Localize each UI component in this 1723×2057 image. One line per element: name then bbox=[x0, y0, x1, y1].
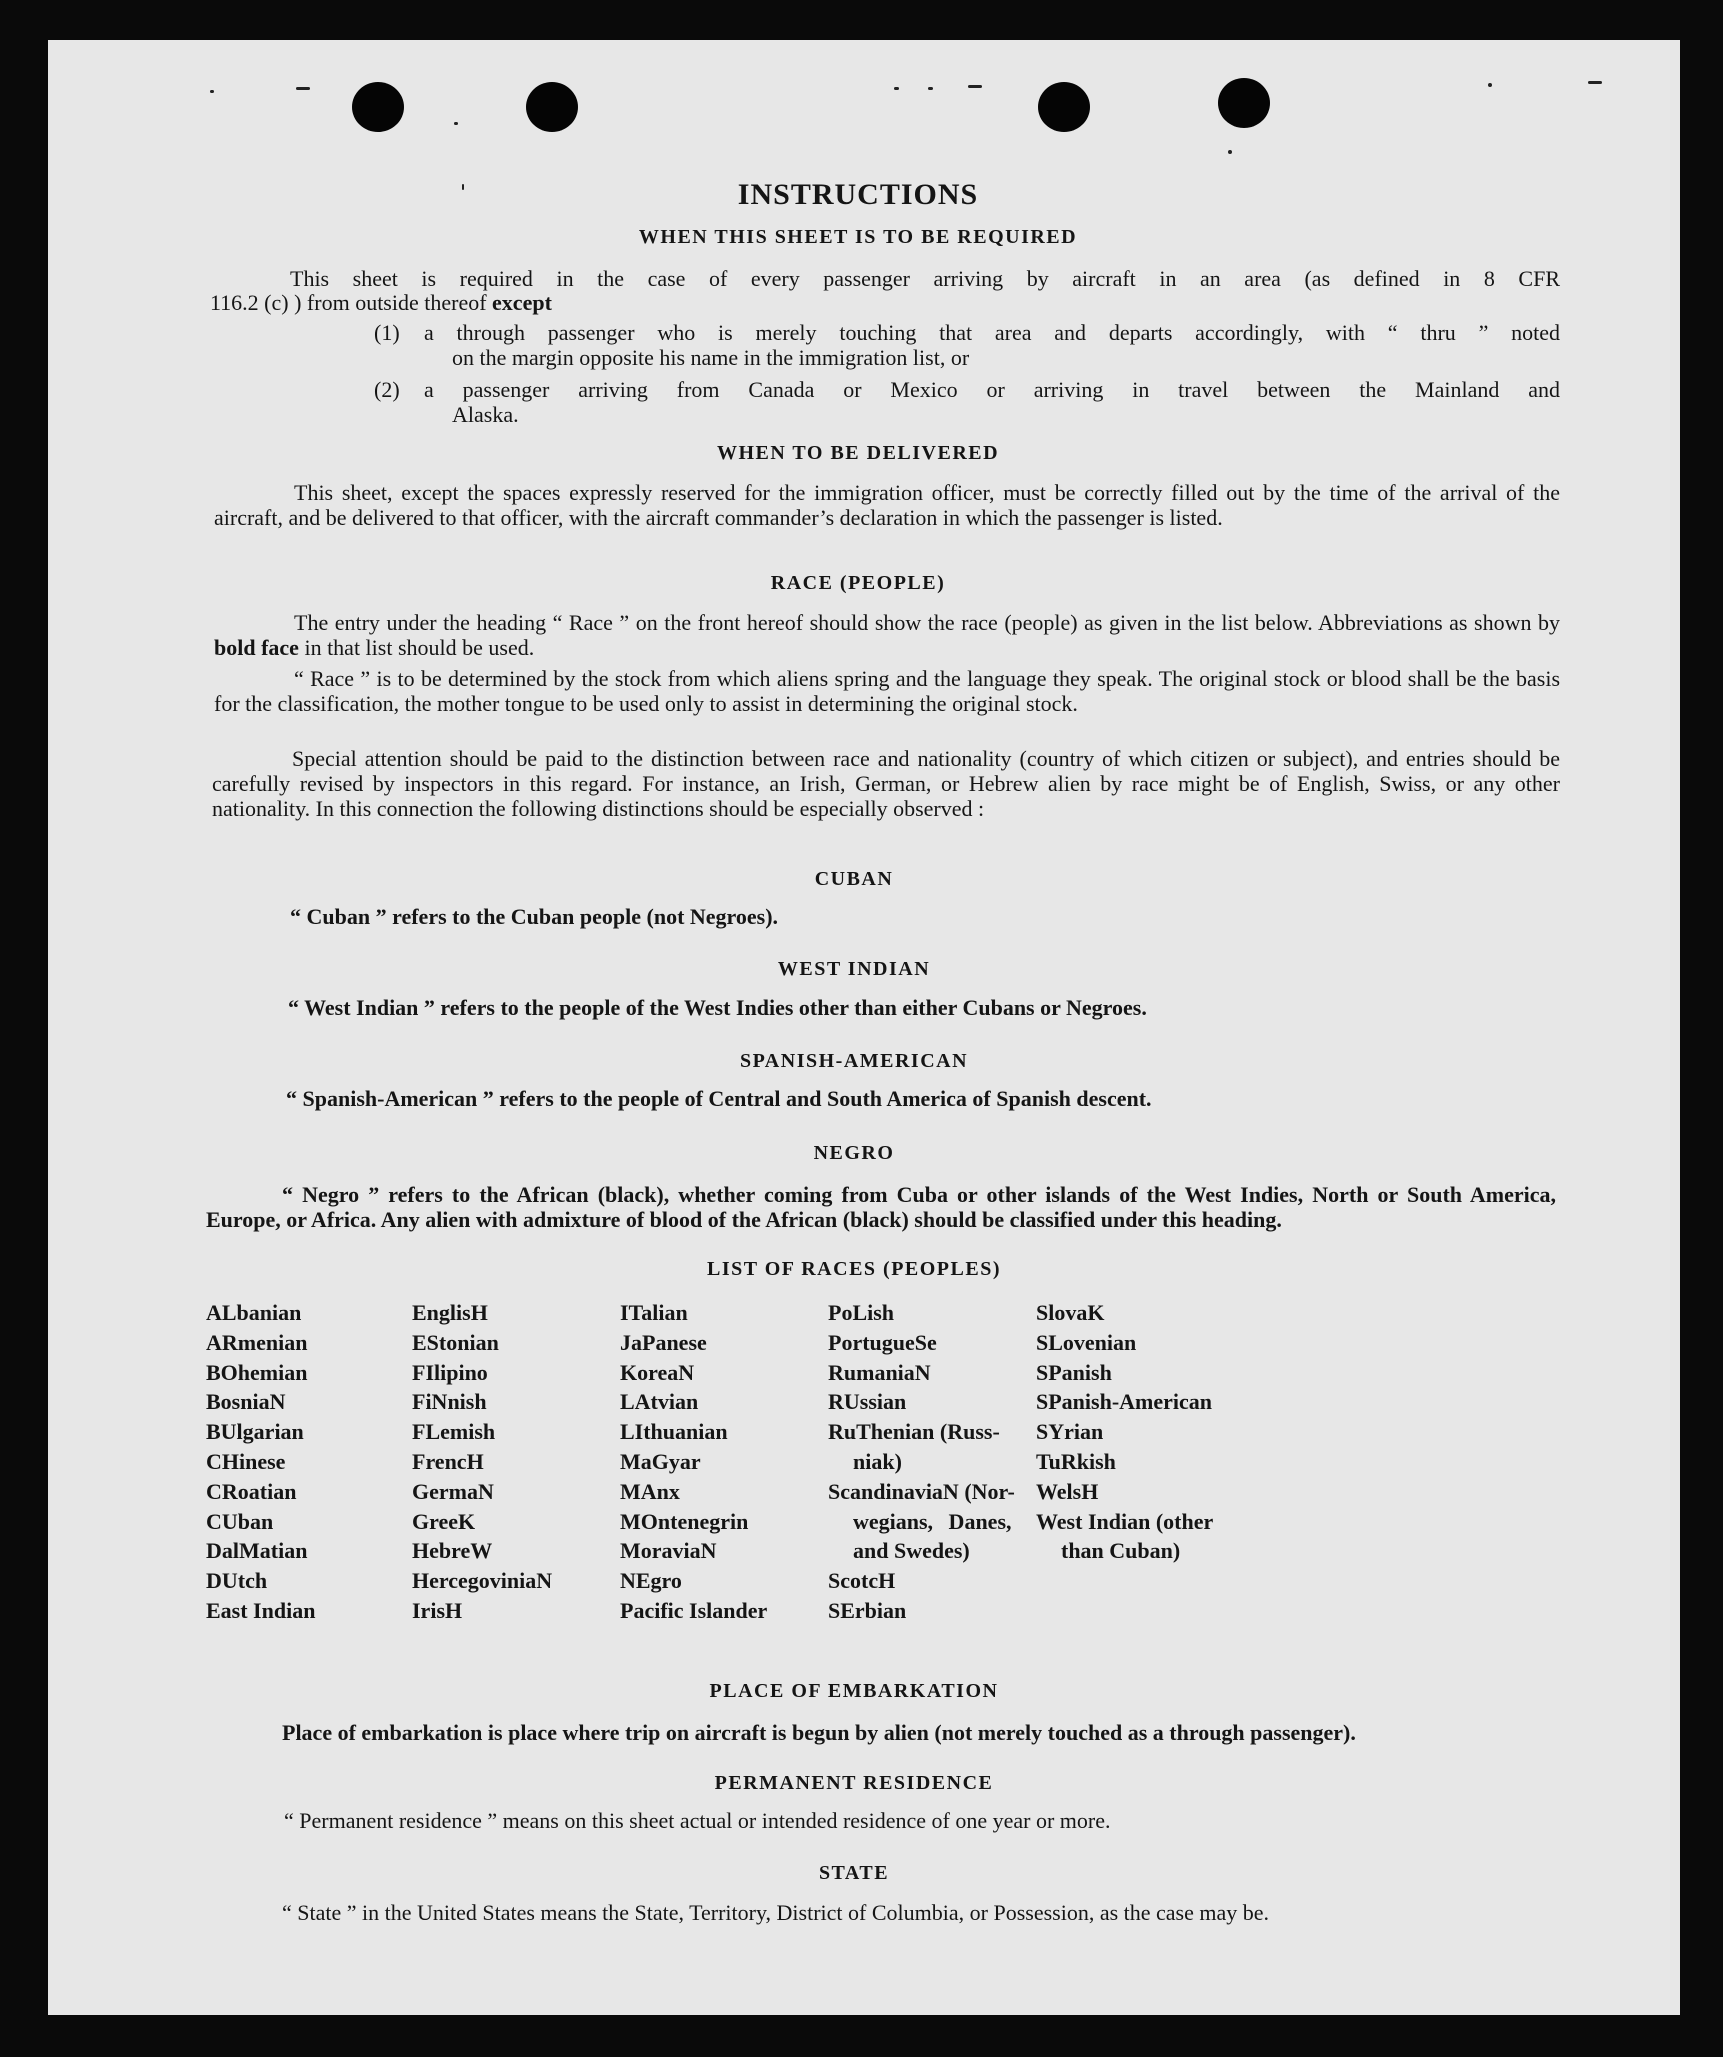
race-column-1 bbox=[206, 1298, 315, 1626]
race-item: East Indian bbox=[206, 1597, 316, 1623]
section-heading-west-indian: WEST INDIAN bbox=[777, 958, 931, 980]
race-item: ALbanian bbox=[206, 1300, 302, 1325]
race-item: DUtch bbox=[206, 1568, 268, 1594]
delivered-text-block bbox=[214, 480, 1560, 530]
race-item: SPanish bbox=[1036, 1359, 1112, 1385]
negro-text: “ Negro ” refers to the African (black), whether coming from Cuba or other islands of the West Indies, North or South America, Europe, or Africa. Any alien with admixture of blood of the African (black) should be classified under this heading. bbox=[206, 1182, 1556, 1232]
exception-line: a through passenger who is merely touching that area and departs accordingly, with “ thru ” noted bbox=[424, 320, 1560, 345]
race-item: FrencH bbox=[412, 1448, 484, 1474]
exception-text bbox=[424, 377, 1560, 427]
race-item: BOhemian bbox=[206, 1359, 308, 1385]
punch-hole bbox=[1038, 82, 1090, 132]
race-item: LIthuanian bbox=[620, 1419, 728, 1445]
exception-item-2 bbox=[374, 377, 1560, 429]
race-p3: Special attention should be paid to the distinction between race and nationality (country of which citizen or subject), and entries should be carefully revised by inspectors in this regard. For instance, an Irish, German, or Hebrew alien by race might be of English, Swiss, or any other nationality. In this connection the following distinctions should be especially observed : bbox=[212, 746, 1560, 821]
race-item: ITalian bbox=[620, 1300, 688, 1325]
race-column-4 bbox=[828, 1298, 1015, 1626]
race-item: Pacific Islander bbox=[620, 1597, 768, 1623]
race-item: RumaniaN bbox=[828, 1359, 931, 1385]
race-item: MAnx bbox=[620, 1478, 680, 1504]
race-item: FiNnish bbox=[412, 1389, 487, 1415]
race-item: TuRkish bbox=[1036, 1448, 1116, 1474]
race-item: IrisH bbox=[412, 1597, 463, 1623]
scan-speck bbox=[1488, 83, 1492, 87]
section-heading-race: RACE (PEOPLE) bbox=[770, 572, 946, 594]
race-item-continued: and Swedes) bbox=[853, 1538, 970, 1564]
scan-speck bbox=[296, 87, 310, 90]
race-paragraph-1 bbox=[214, 610, 1560, 660]
race-item: West Indian (other bbox=[1036, 1508, 1214, 1534]
race-item: KoreaN bbox=[620, 1359, 695, 1385]
race-item-continued: than Cuban) bbox=[1061, 1538, 1181, 1564]
race-item: SLovenian bbox=[1036, 1329, 1137, 1355]
race-item: CUban bbox=[206, 1508, 274, 1534]
scan-speck bbox=[968, 85, 982, 88]
scan-speck bbox=[210, 90, 214, 93]
section-heading-delivered: WHEN TO BE DELIVERED bbox=[716, 442, 1000, 464]
race-item-continued: wegians, Danes, bbox=[853, 1508, 1012, 1534]
race-p1-bold: bold face bbox=[214, 635, 299, 660]
race-column-2 bbox=[412, 1298, 552, 1626]
race-item: MOntenegrin bbox=[620, 1508, 749, 1534]
section-heading-embarkation: PLACE OF EMBARKATION bbox=[709, 1680, 999, 1702]
race-p1-b: in that list should be used. bbox=[304, 635, 535, 660]
section-heading-list-of-races: LIST OF RACES (PEOPLES) bbox=[706, 1258, 1001, 1280]
race-item: HercegoviniaN bbox=[412, 1568, 553, 1594]
required-intro-line2 bbox=[210, 290, 552, 315]
race-item: ARmenian bbox=[206, 1329, 308, 1355]
race-paragraph-2 bbox=[214, 666, 1560, 716]
exception-line: on the margin opposite his name in the immigration list, or bbox=[452, 345, 970, 370]
required-intro-except: except bbox=[492, 290, 552, 315]
race-item: HebreW bbox=[412, 1538, 493, 1564]
race-paragraph-3 bbox=[212, 746, 1560, 821]
race-item: ScotcH bbox=[828, 1568, 896, 1594]
race-item: RuThenian (Russ- bbox=[828, 1419, 1000, 1445]
required-intro-line1 bbox=[290, 266, 1560, 291]
race-item: NEgro bbox=[620, 1568, 682, 1594]
race-column-3 bbox=[620, 1298, 767, 1626]
race-item: LAtvian bbox=[620, 1389, 699, 1415]
section-heading-state: STATE bbox=[818, 1862, 890, 1884]
section-heading-negro: NEGRO bbox=[813, 1142, 895, 1164]
residence-text: “ Permanent residence ” means on this sheet actual or intended residence of one year or more. bbox=[284, 1808, 1111, 1833]
punch-hole bbox=[1218, 78, 1270, 128]
race-item: BUlgarian bbox=[206, 1419, 304, 1445]
west-indian-text: “ West Indian ” refers to the people of the West Indies other than either Cubans or Negroes. bbox=[288, 995, 1147, 1020]
race-p2: “ Race ” is to be determined by the stock from which aliens spring and the language they speak. The original stock or blood shall be the basis for the classification, the mother tongue to be used only to assist in determining the original stock. bbox=[214, 666, 1560, 716]
scan-speck bbox=[1228, 150, 1232, 154]
race-item: FLemish bbox=[412, 1419, 496, 1445]
section-heading-required: WHEN THIS SHEET IS TO BE REQUIRED bbox=[638, 226, 1078, 248]
race-column-5 bbox=[1036, 1298, 1213, 1566]
exception-item-1 bbox=[374, 320, 1560, 372]
race-item-continued: niak) bbox=[853, 1448, 902, 1474]
required-intro-a: This sheet is required in the case of every passenger arriving by aircraft in an area (as defined in 8 CFR bbox=[290, 266, 1560, 291]
punch-hole bbox=[352, 82, 404, 132]
race-item: MoraviaN bbox=[620, 1538, 717, 1564]
exception-number: (1) bbox=[374, 320, 400, 345]
race-item: FIlipino bbox=[412, 1359, 488, 1385]
race-item: PoLish bbox=[828, 1300, 895, 1325]
race-item: ScandinaviaN (Nor- bbox=[828, 1478, 1015, 1504]
race-item: SErbian bbox=[828, 1597, 907, 1623]
race-item: EnglisH bbox=[412, 1300, 488, 1325]
exception-text bbox=[424, 320, 1560, 370]
race-list bbox=[206, 1298, 1556, 1628]
race-item: WelsH bbox=[1036, 1478, 1099, 1504]
scan-speck bbox=[1588, 81, 1602, 84]
race-item: SlovaK bbox=[1036, 1300, 1105, 1325]
race-item: GreeK bbox=[412, 1508, 476, 1534]
spanish-american-text: “ Spanish-American ” refers to the people of Central and South America of Spanish descent. bbox=[286, 1086, 1152, 1111]
negro-text-block bbox=[206, 1182, 1556, 1232]
section-heading-spanish-american: SPANISH-AMERICAN bbox=[739, 1050, 969, 1072]
exception-number: (2) bbox=[374, 377, 400, 402]
race-item: CRoatian bbox=[206, 1478, 297, 1504]
delivered-text: This sheet, except the spaces expressly reserved for the immigration officer, must be correctly filled out by the time of the arrival of the aircraft, and be delivered to that officer, with the aircraft commander’s declaration in which the passenger is listed. bbox=[214, 480, 1560, 530]
exception-line: a passenger arriving from Canada or Mexico or arriving in travel between the Mainland and bbox=[424, 377, 1560, 402]
punch-hole bbox=[526, 82, 578, 132]
state-text-block bbox=[204, 1898, 1556, 1927]
race-item: JaPanese bbox=[620, 1329, 707, 1355]
document-page bbox=[48, 40, 1680, 2015]
section-heading-cuban: CUBAN bbox=[814, 868, 894, 890]
race-item: GermaN bbox=[412, 1478, 494, 1504]
required-intro-b: 116.2 (c) ) from outside thereof bbox=[210, 290, 487, 315]
race-item: SYrian bbox=[1036, 1419, 1104, 1445]
embarkation-text: Place of embarkation is place where trip on aircraft is begun by alien (not merely touched as a through passenger). bbox=[282, 1720, 1356, 1745]
state-text: “ State ” in the United States means the State, Territory, District of Columbia, or Possession, as the case may be. bbox=[282, 1900, 1270, 1925]
scan-speck bbox=[894, 87, 899, 90]
cuban-text: “ Cuban ” refers to the Cuban people (not Negroes). bbox=[290, 904, 779, 929]
race-item: EStonian bbox=[412, 1329, 499, 1355]
race-p1-a: The entry under the heading “ Race ” on the front hereof should show the race (people) as given in the list below. Abbreviations as shown by bbox=[294, 610, 1560, 635]
section-heading-residence: PERMANENT RESIDENCE bbox=[714, 1772, 994, 1794]
race-item: RUssian bbox=[828, 1389, 907, 1415]
scan-speck bbox=[928, 87, 933, 90]
exception-line: Alaska. bbox=[452, 402, 519, 427]
race-item: BosniaN bbox=[206, 1389, 286, 1415]
race-item: DalMatian bbox=[206, 1538, 308, 1564]
embarkation-text-block bbox=[204, 1718, 1556, 1747]
page-title: INSTRUCTIONS bbox=[737, 178, 979, 211]
race-item: SPanish-American bbox=[1036, 1389, 1212, 1415]
scan-speck bbox=[454, 122, 458, 125]
race-item: CHinese bbox=[206, 1448, 286, 1474]
race-item: PortugueSe bbox=[828, 1329, 937, 1355]
race-item: MaGyar bbox=[620, 1448, 701, 1474]
